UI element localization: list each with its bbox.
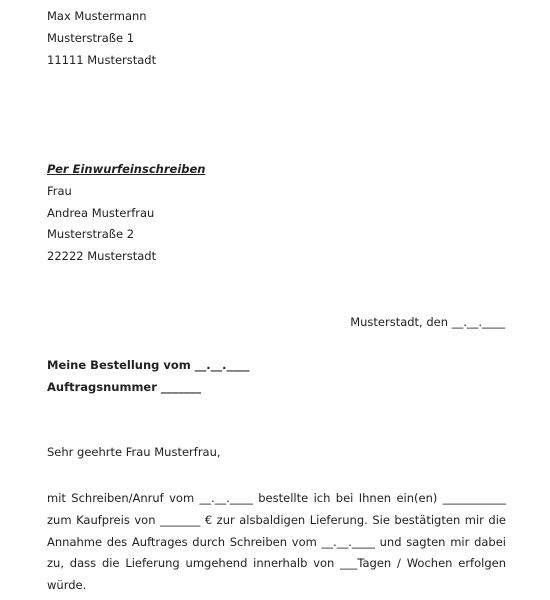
recipient-name: Andrea Musterfrau bbox=[47, 206, 155, 220]
delivery-method: Per Einwurfeinschreiben bbox=[47, 162, 206, 176]
recipient-city: 22222 Musterstadt bbox=[47, 249, 157, 263]
date-line: Musterstadt, den __.__.____ bbox=[350, 315, 505, 329]
greeting: Sehr geehrte Frau Musterfrau, bbox=[47, 445, 221, 459]
sender-city: 11111 Musterstadt bbox=[47, 53, 157, 67]
recipient-street: Musterstraße 2 bbox=[47, 227, 135, 241]
subject-order-line: Meine Bestellung vom __.__.____ bbox=[47, 358, 250, 372]
recipient-salutation: Frau bbox=[47, 184, 72, 198]
sender-name: Max Mustermann bbox=[47, 9, 147, 23]
sender-street: Musterstraße 1 bbox=[47, 31, 135, 45]
subject-order-number: Auftragsnummer _______ bbox=[47, 380, 202, 394]
body-paragraph: mit Schreiben/Anruf vom __.__.____ bestellte ich bei Ihnen ein(en) ___________ zum Kaufpreis von _______ € zur alsbaldigen Lieferung. Sie bestätigten mir die Annahme des Auftrages durch Schreiben vom __.__.____ und sagten mir dabei zu, dass die Lieferung umgehend innerhalb von ___Tagen / Wochen erfolgen würde. bbox=[47, 491, 506, 593]
